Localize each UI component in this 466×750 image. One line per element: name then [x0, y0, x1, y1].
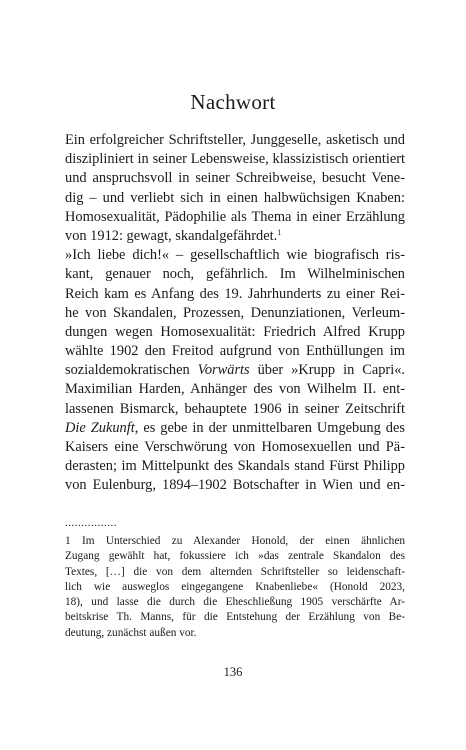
text-line: Kaisers eine Verschwörung von Homosexuellen und Pä-: [65, 439, 405, 455]
text-line: [65, 361, 405, 380]
text-line: [65, 419, 405, 438]
text-line: lassenen Bismarck, behauptete 1906 in seiner Zeitschrift: [65, 400, 405, 417]
footnote-line: 1 Im Unterschied zu Alexander Honold, der einen ähnlichen: [65, 535, 405, 547]
footnote-line: lich wie ausweglos eingegangene Knabenliebe« (Honold 2023,: [65, 580, 405, 593]
text-segment: sozialdemokratischen: [65, 362, 190, 379]
text-line: wählte 1902 den Freitod aufgrund von Enthüllungen im: [65, 343, 405, 360]
footnote: [65, 534, 405, 641]
page-number: 136: [223, 665, 243, 679]
text-line: diszipliniert in seiner Lebensweise, klassizistisch orientiert: [65, 151, 405, 168]
text-line: kant, genauer noch, gefährlich. Im Wilhelminischen: [65, 266, 405, 283]
text-line: und anspruchsvoll in seiner Schreibweise, besucht Vene-: [65, 170, 405, 187]
footnote-line: beitskrise Th. Manns, für die Entstehung der Erzählung von Be-: [65, 611, 405, 624]
text-line: dig – und verliebt sich in einen halbwüchsigen Knaben:: [65, 189, 405, 206]
text-segment: von 1912: gewagt, skandalgefährdet.: [65, 227, 278, 244]
footnote-line: 18), und lasse die durch die Eheschließung 1905 verschärfte Ar-: [65, 596, 405, 609]
text-line: von Eulenburg, 1894–1902 Botschafter in Wien und en-: [65, 477, 405, 494]
text-line: Reich kam es Anfang des 19. Jahrhunderts zu einer Rei-: [65, 285, 405, 302]
text-line: [65, 227, 405, 246]
footnote-reference: 1: [277, 227, 282, 237]
body-text: [65, 131, 405, 496]
footnote-line: deutung, zunächst außen vor.: [65, 626, 197, 639]
text-line: Ein erfolgreicher Schriftsteller, Junggeselle, asketisch und: [65, 132, 405, 148]
text-line: Homosexualität, Pädophilie als Thema in einer Erzählung: [65, 208, 405, 225]
text-line: Maximilian Harden, Anhänger des von Wilhelm II. ent-: [65, 381, 405, 398]
newspaper-title-vorwaerts: Vorwärts: [197, 362, 250, 379]
text-line: derasten; im Mittelpunkt des Skandals stand Fürst Philipp: [65, 458, 405, 475]
text-segment: , es gebe in der unmittelbaren Umgebung des: [134, 419, 405, 436]
journal-title-zukunft: Die Zukunft: [65, 419, 135, 436]
text-line: dungen wegen Homosexualität: Friedrich Alfred Krupp: [65, 323, 405, 340]
text-line: he von Skandalen, Prozessen, Denunziationen, Verleum-: [65, 304, 405, 321]
chapter-heading: Nachwort: [190, 90, 276, 114]
text-segment: über »Krupp in Capri«.: [249, 362, 405, 379]
footnote-separator: ................: [65, 517, 117, 529]
text-line: »Ich liebe dich!« – gesellschaftlich wie biografisch ris-: [65, 247, 405, 264]
footnote-line: Textes, […] die von dem alternden Schriftsteller so leidenschaft-: [65, 565, 405, 578]
footnote-line: Zugang gewählt hat, fokussiere ich »das zentrale Skandalon des: [65, 550, 405, 563]
